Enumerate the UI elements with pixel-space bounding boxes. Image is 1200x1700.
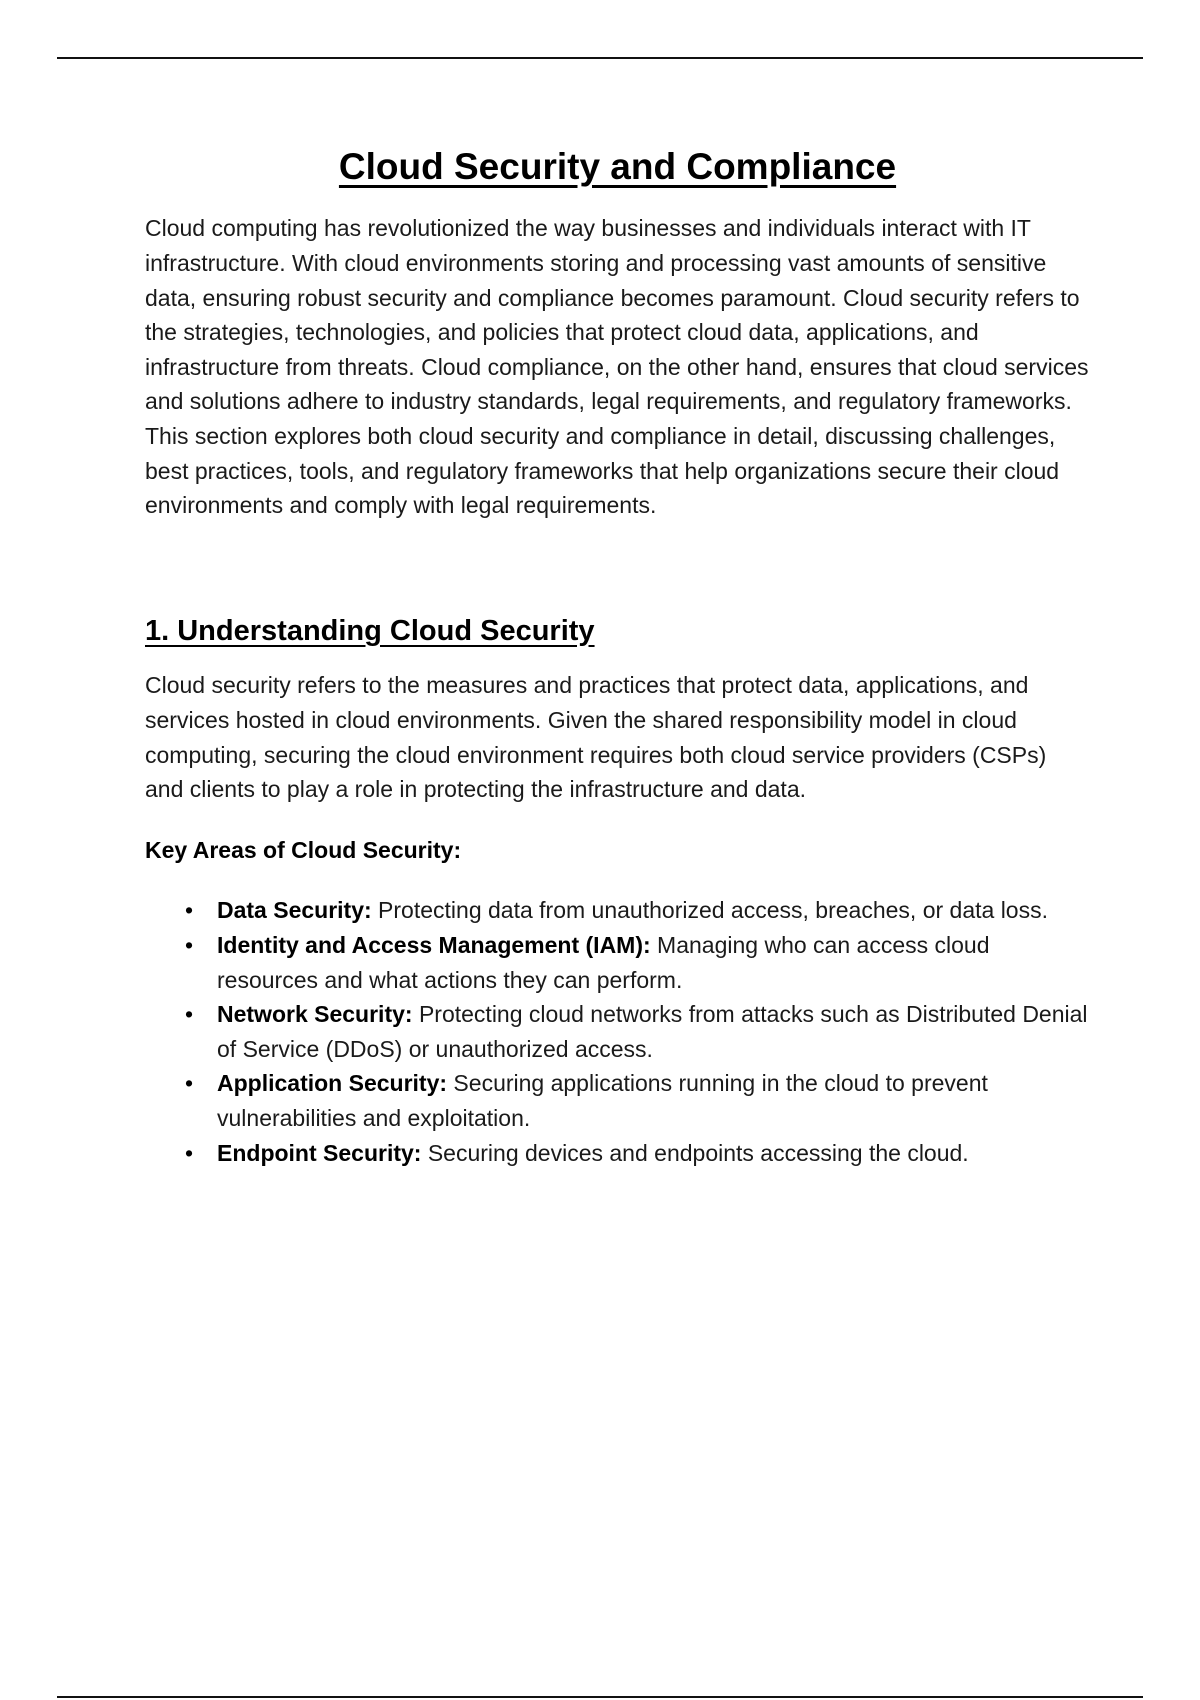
bullet-icon: •: [185, 1001, 194, 1028]
item-term: Endpoint Security:: [217, 1139, 422, 1166]
document-title: Cloud Security and Compliance: [338, 146, 897, 187]
item-term: Network Security:: [217, 1001, 413, 1028]
list-item: [145, 893, 1090, 928]
header-rule: [57, 57, 1143, 59]
item-term: Identity and Access Management (IAM):: [217, 931, 651, 958]
item-text: Protecting cloud networks from attacks such as Distributed Denial of Service (DDoS) or unauthorized access.: [217, 1001, 1088, 1062]
key-areas-list: [145, 893, 1090, 1170]
list-item: [145, 997, 1090, 1066]
list-item: [145, 1066, 1090, 1135]
footer-rule: [57, 1696, 1143, 1698]
bullet-icon: •: [185, 931, 194, 958]
bullet-icon: •: [185, 897, 194, 924]
key-areas-heading: Key Areas of Cloud Security:: [145, 836, 462, 863]
item-term: Application Security:: [217, 1070, 448, 1097]
list-item: [145, 928, 1090, 997]
item-text: Securing devices and endpoints accessing the cloud.: [421, 1139, 969, 1166]
bullet-icon: •: [185, 1139, 194, 1166]
section-paragraph: Cloud security refers to the measures and practices that protect data, applications, and services hosted in cloud environments. Given the shared responsibility model in cloud computing, securing the cloud environment requires both cloud service providers (CSPs) and clients to play a role in protecting the infrastructure and data.: [145, 672, 1047, 803]
document-body: [145, 145, 1090, 1170]
section-heading: 1. Understanding Cloud Security: [145, 614, 595, 647]
item-text: Protecting data from unauthorized access, breaches, or data loss.: [371, 897, 1048, 924]
bullet-icon: •: [185, 1070, 194, 1097]
item-text: Managing who can access cloud resources and what actions they can perform.: [217, 931, 990, 993]
intro-paragraph: Cloud computing has revolutionized the way businesses and individuals interact with IT infrastructure. With cloud environments storing and processing vast amounts of sensitive data, ensuring robust security and compliance becomes paramount. Cloud security refers to the strategies, technologies, and policies that protect cloud data, applications, and infrastructure from threats. Cloud compliance, on the other hand, ensures that cloud services and solutions adhere to industry standards, legal requirements, and regulatory frameworks. This section explores both cloud security and compliance in detail, discussing challenges, best practices, tools, and regulatory frameworks that help organizations secure their cloud environments and comply with legal requirements.: [145, 215, 1089, 519]
item-term: Data Security:: [217, 897, 372, 924]
list-item: [145, 1136, 1090, 1171]
item-text: Securing applications running in the cloud to prevent vulnerabilities and exploitation.: [217, 1070, 988, 1131]
